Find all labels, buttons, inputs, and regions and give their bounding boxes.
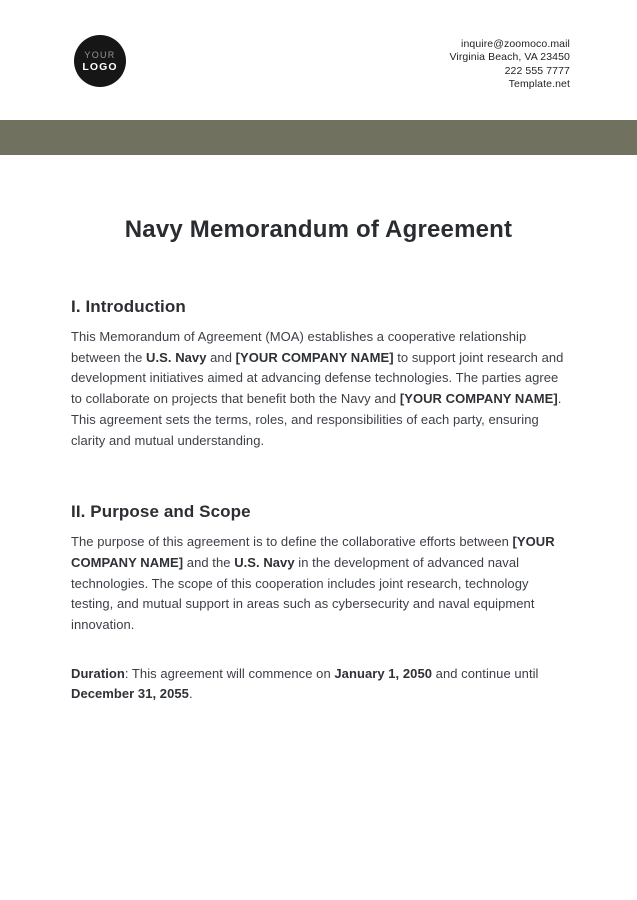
company-logo [74, 35, 126, 87]
contact-block [449, 38, 570, 91]
contact-address: Virginia Beach, VA 23450 [449, 51, 570, 64]
logo-text-your: YOUR [84, 49, 116, 60]
paragraph-purpose-and-scope: The purpose of this agreement is to define the collaborative efforts between [YOUR COMPANY NAME] and the U.S. Navy in the development of advanced naval technologies. The scope of this cooperation includes joint research, technology testing, and mutual support in areas such as cybersecurity and naval equipment innovation. [71, 534, 555, 633]
paragraph-duration: Duration: This agreement will commence on January 1, 2050 and continue until December 31, 2055. [71, 665, 539, 702]
section-introduction [71, 296, 566, 451]
paragraph-introduction: This Memorandum of Agreement (MOA) establishes a cooperative relationship between the U.S. Navy and [YOUR COMPANY NAME] to support joint research and development initiatives aimed at advancing defense technologies. The parties agree to collaborate on projects that benefit both the Navy and [YOUR COMPANY NAME]. This agreement sets the terms, roles, and responsibilities of each party, ensuring clarity and mutual understanding. [71, 329, 564, 448]
logo-text-logo: LOGO [82, 60, 118, 73]
section-heading-introduction: I. Introduction [71, 297, 186, 316]
accent-band [0, 120, 637, 155]
contact-email: inquire@zoomoco.mail [461, 38, 570, 50]
section-purpose-and-scope [71, 501, 566, 705]
document-title: Navy Memorandum of Agreement [124, 216, 513, 243]
page-header [0, 0, 637, 120]
section-heading-purpose-and-scope: II. Purpose and Scope [71, 502, 251, 522]
document-body [0, 296, 637, 705]
contact-phone: 222 555 7777 [504, 64, 570, 77]
contact-website: Template.net [508, 77, 570, 90]
